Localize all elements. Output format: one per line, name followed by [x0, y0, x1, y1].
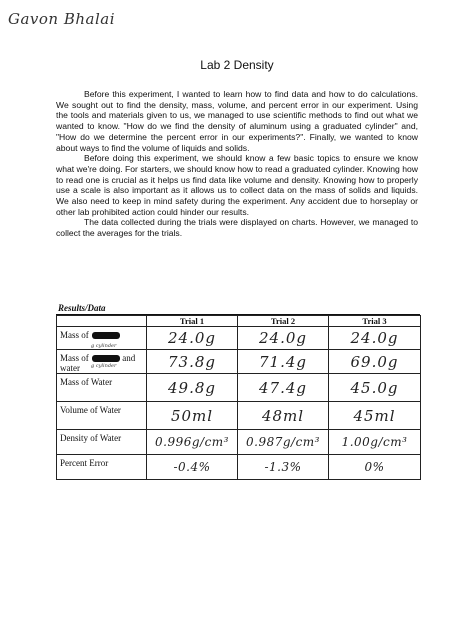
table-row	[57, 430, 421, 455]
handwritten-value: 45ml	[329, 402, 421, 430]
handwritten-value: 1.00g/cm³	[329, 430, 421, 455]
header-cell: Trial 3	[329, 316, 421, 327]
handwritten-value: -0.4%	[147, 455, 238, 480]
table-header-row	[57, 316, 421, 327]
row-label: Density of Water	[57, 430, 147, 455]
table-row	[57, 350, 421, 374]
handwritten-value: 73.8g	[147, 350, 238, 374]
row-label-suffix: and water	[60, 353, 136, 373]
handwritten-value: 24.0g	[238, 327, 329, 350]
results-heading: Results/Data	[58, 303, 106, 313]
paragraph: Before doing this experiment, we should know a few basic topics to ensure we know what we're doing. For starters, we should know how to read a graduated cylinder. Knowing how to read one is crucial as it helps us find data like volume and density. Knowing how to properly use a scale is also important as it allows us to collect data on the mass of solids and liquids. We also need to keep in mind safety during the experiment. Any accident due to horseplay or other lab prohibited action could hinder our results.	[56, 153, 418, 217]
table-row	[57, 402, 421, 430]
header-cell: Trial 2	[238, 316, 329, 327]
row-label	[57, 327, 147, 350]
paragraph: Before this experiment, I wanted to learn how to find data and how to do calculations. We sought out to find the density, mass, volume, and percent error in our experiment. Using the tools and materials given to us, we managed to use scientific methods to find out what we wanted to know. "How do we find the density of aluminum using a graduated cylinder" and, "How do we determine the percent error in our experiments?". Finally, we wanted to know about ways to find the volume of liquids and solids.	[56, 89, 418, 153]
header-cell	[57, 316, 147, 327]
handwritten-value: -1.3%	[238, 455, 329, 480]
paragraph: The data collected during the trials were displayed on charts. However, we managed to collect the averages for the trials.	[56, 217, 418, 239]
table-row	[57, 327, 421, 350]
handwritten-value: 49.8g	[147, 374, 238, 402]
handwritten-note: g cylinder	[91, 343, 117, 349]
handwritten-value: 0.987g/cm³	[238, 430, 329, 455]
handwritten-value: 47.4g	[238, 374, 329, 402]
handwritten-value: 24.0g	[147, 327, 238, 350]
handwritten-note: g cylinder	[91, 363, 117, 369]
table-row	[57, 455, 421, 480]
handwritten-value: 45.0g	[329, 374, 421, 402]
row-label: Mass of Water	[57, 374, 147, 402]
handwritten-value: 0%	[329, 455, 421, 480]
redaction-mark	[92, 332, 120, 339]
document-title: Lab 2 Density	[200, 58, 274, 72]
table-row	[57, 374, 421, 402]
row-label-text: Mass of	[60, 353, 89, 363]
row-label: Percent Error	[57, 455, 147, 480]
handwritten-value: 48ml	[238, 402, 329, 430]
author-signature: Gavon Bhalai	[8, 10, 116, 28]
header-cell: Trial 1	[147, 316, 238, 327]
handwritten-value: 69.0g	[329, 350, 421, 374]
row-label-text: Mass of	[60, 330, 89, 340]
row-label: Volume of Water	[57, 402, 147, 430]
handwritten-value: 50ml	[147, 402, 238, 430]
results-table	[56, 315, 421, 480]
handwritten-value: 24.0g	[329, 327, 421, 350]
handwritten-value: 71.4g	[238, 350, 329, 374]
body-text	[56, 89, 418, 239]
row-label	[57, 350, 147, 374]
handwritten-value: 0.996g/cm³	[147, 430, 238, 455]
